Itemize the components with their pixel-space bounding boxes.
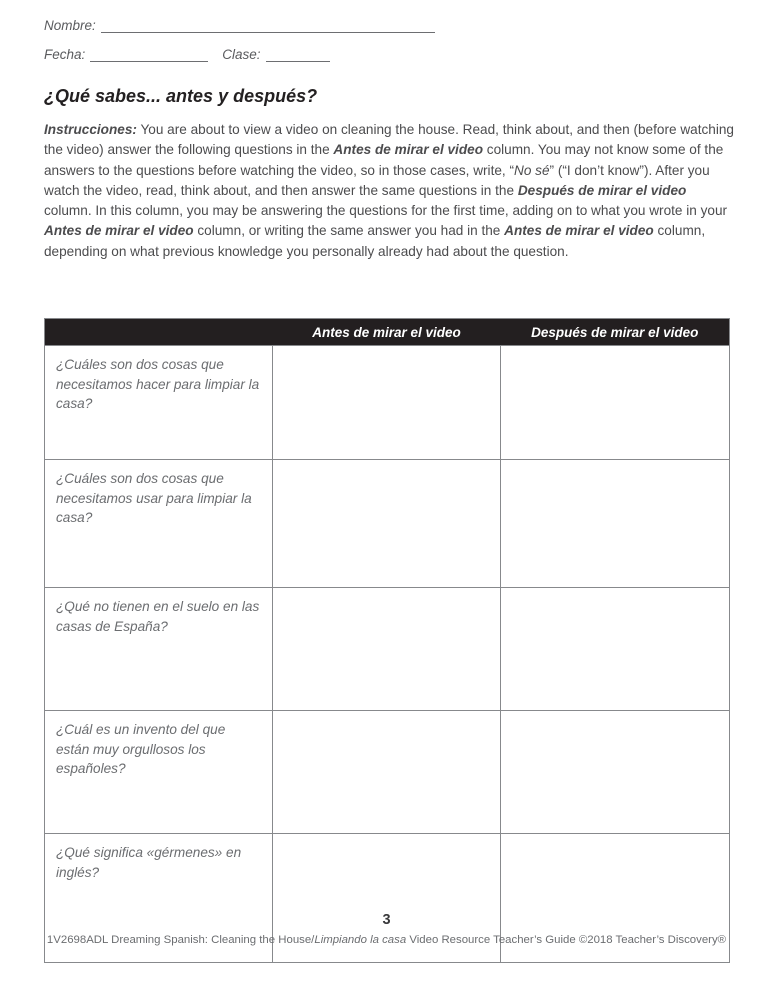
answer-cell-despues-1[interactable] (501, 346, 730, 460)
answer-cell-antes-1[interactable] (273, 346, 501, 460)
worksheet-title: ¿Qué sabes... antes y después? (44, 86, 318, 106)
answer-cell-despues-3[interactable] (501, 588, 730, 711)
table-header-row (45, 319, 730, 346)
fecha-label: Fecha: (44, 47, 86, 62)
instructions-paragraph: Instrucciones: You are about to view a video on cleaning the house. Read, think about, and then (before watching the video) answer the following questions in the Antes de mirar el video column. You may not know some of the answers to the questions before watching the video, so in those cases, write, “No sé” (“I don’t know”). After you watch the video, read, think about, and then answer the same questions in the Después de mirar el video column. In this column, you may be answering the questions for the first time, adding on to what you wrote in your Antes de mirar el video column, or writing the same answer you had in the Antes de mirar el video column, depending on what previous knowledge you personally already had about the question. (44, 122, 734, 259)
fecha-blank[interactable] (90, 48, 208, 62)
footer-credit: 1V2698ADL Dreaming Spanish: Cleaning the House/Limpiando la casa Video Resource Teacher’s Guide ©2018 Teacher’s Discovery® (46, 934, 727, 946)
column-header-antes: Antes de mirar el video (273, 319, 501, 346)
clase-label: Clase: (222, 47, 261, 62)
answer-cell-antes-2[interactable] (273, 460, 501, 588)
question-cell-1: ¿Cuáles son dos cosas que necesitamos hacer para limpiar la casa? (45, 346, 273, 460)
questions-table (44, 318, 730, 963)
question-cell-4: ¿Cuál es un invento del que están muy orgullosos los españoles? (45, 711, 273, 834)
nombre-row (44, 18, 435, 33)
nombre-blank[interactable] (101, 19, 435, 33)
question-cell-2: ¿Cuáles son dos cosas que necesitamos usar para limpiar la casa? (45, 460, 273, 588)
column-header-question (45, 319, 273, 346)
question-cell-5: ¿Qué significa «gérmenes» en inglés? (45, 834, 273, 963)
answer-cell-antes-3[interactable] (273, 588, 501, 711)
table-row (45, 460, 730, 588)
clase-blank[interactable] (266, 48, 330, 62)
column-header-despues: Después de mirar el video (501, 319, 730, 346)
table-row (45, 711, 730, 834)
answer-cell-antes-4[interactable] (273, 711, 501, 834)
answer-cell-despues-2[interactable] (501, 460, 730, 588)
question-cell-3: ¿Qué no tienen en el suelo en las casas de España? (45, 588, 273, 711)
table-row (45, 588, 730, 711)
answer-cell-despues-4[interactable] (501, 711, 730, 834)
page-number: 3 (382, 912, 391, 928)
nombre-label: Nombre: (44, 18, 96, 33)
fecha-clase-row (44, 47, 330, 62)
table-row (45, 346, 730, 460)
